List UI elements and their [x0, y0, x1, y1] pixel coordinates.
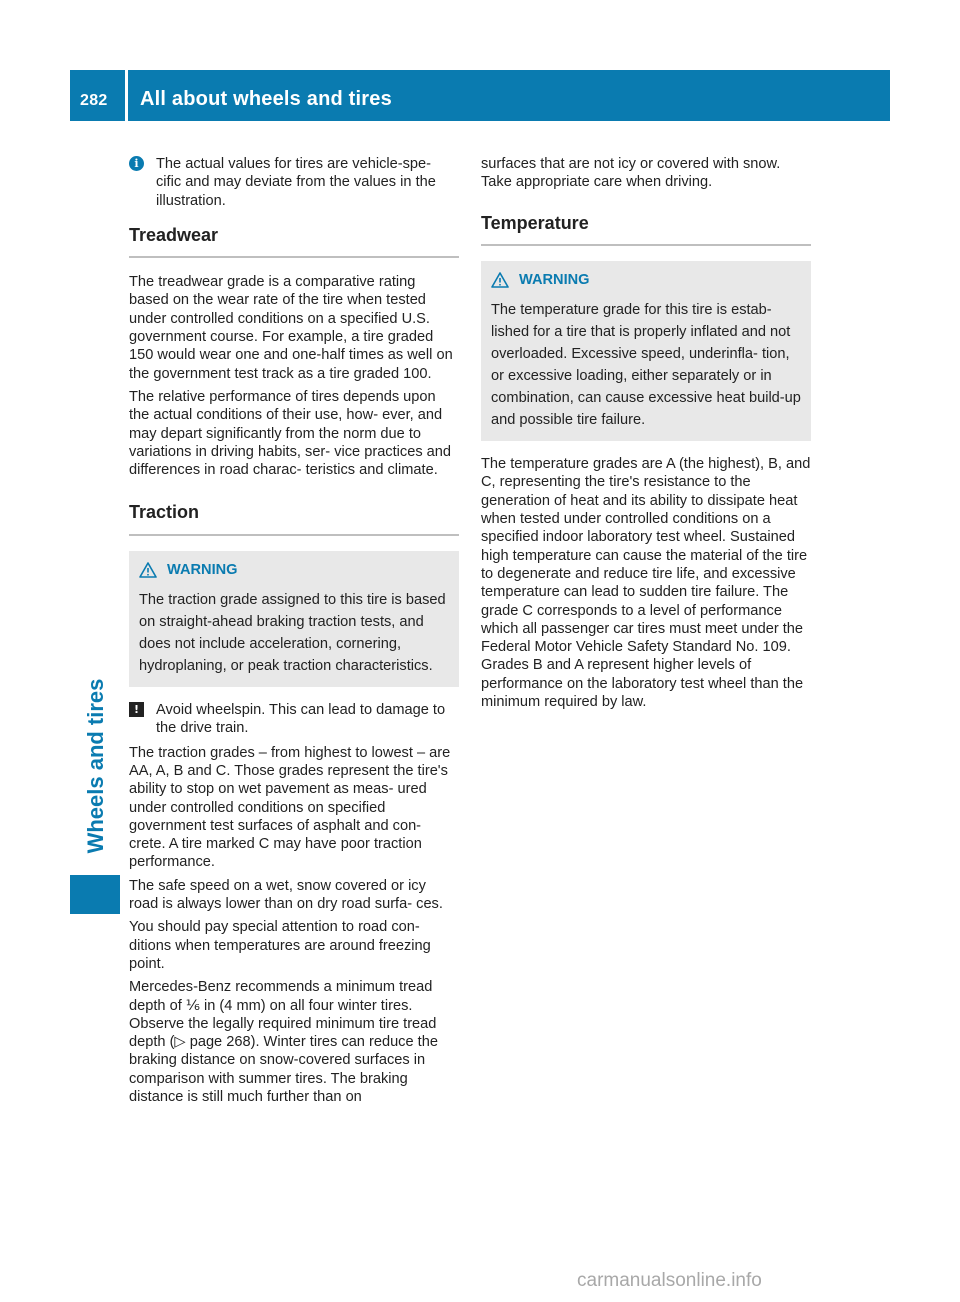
temperature-paragraph-1: The temperature grades are A (the highest), B, and C, representing the tire's resistance to the generation of heat and its ability to dissipate heat when tested under controlled conditions on a specified indoor laboratory test wheel. Sustained high temperature can cause the material of the tire to degenerate and reduce tire life, and excessive temperature can lead to sudden tire failure. The grade C corresponds to a level of performance which all passenger car tires must meet under the Federal Motor Vehicle Safety Standard No. 109. Grades B and A represent higher levels of performance on the laboratory test wheel than the minimum required by law.: [481, 456, 811, 711]
traction-paragraph-1: The traction grades – from highest to lowest – are AA, A, B and C. Those grades represent the tire's ability to stop on wet pavement as meas- ured under controlled conditions on specified government test surfaces of asphalt and con- crete. A tire marked C may have poor traction performance.: [129, 744, 451, 871]
right-column: [481, 155, 811, 716]
warning-triangle-icon: [139, 562, 157, 578]
traction-paragraph-4: Mercedes-Benz recommends a minimum tread depth of ⅙ in (4 mm) on all four winter tires. Observe the legally required minimum tire tread depth (▷ page 268). Winter tires can reduce the braking distance on snow-covered surfaces in comparison with summer tires. The braking distance is still much further than on: [129, 979, 438, 1105]
warning-triangle-icon: [491, 272, 509, 288]
traction-warning-box: [129, 551, 459, 687]
temperature-heading: Temperature: [481, 214, 811, 246]
traction-warning-header: [139, 561, 451, 579]
traction-paragraph-3: You should pay special attention to road con- ditions when temperatures are around freezing point.: [129, 919, 431, 972]
exclamation-icon: !: [129, 702, 144, 717]
traction-heading: Traction: [129, 503, 459, 535]
section-tab-label: Wheels and tires: [83, 678, 108, 854]
info-note: [129, 155, 459, 210]
treadwear-paragraph-2: The relative performance of tires depends upon the actual conditions of their use, how- ever, and may depart significantly from the norm due to variations in driving habits, ser- vice practices and differences in road charac- teristics and climate.: [129, 388, 452, 479]
info-note-text: The actual values for tires are vehicle-spe- cific and may deviate from the values in the illustration.: [156, 156, 436, 209]
temperature-warning-box: [481, 261, 811, 441]
watermark: carmanualsonline.info: [577, 1270, 762, 1291]
temperature-warning-header: [491, 271, 803, 289]
traction-paragraph-2: The safe speed on a wet, snow covered or icy road is always lower than on dry road surfa- ces.: [129, 877, 443, 913]
temperature-warning-text: The temperature grade for this tire is estab- lished for a tire that is properly inflated and not overloaded. Excessive speed, underinfla- tion, or excessive loading, either separately or in combination, can cause excessive heat build-up and possible tire failure.: [491, 302, 801, 429]
header-divider: [125, 70, 128, 121]
info-icon: i: [129, 156, 144, 171]
treadwear-paragraph-1: The treadwear grade is a comparative rating based on the wear rate of the tire when tested under controlled conditions on a specified U.S. government course. For example, a tire graded 150 would wear one and one-half times as well on the government test track as a tire graded 100.: [129, 274, 453, 382]
page-title: All about wheels and tires: [140, 88, 392, 110]
notice-note: [129, 701, 459, 738]
notice-text: Avoid wheelspin. This can lead to damage to the drive train.: [156, 702, 446, 737]
section-tab-marker: [70, 875, 120, 914]
left-column: [129, 155, 459, 1111]
temperature-warning-label: WARNING: [519, 271, 590, 288]
continuation-paragraph: surfaces that are not icy or covered with snow. Take appropriate care when driving.: [481, 156, 781, 191]
treadwear-heading: Treadwear: [129, 226, 459, 258]
page-number: 282: [80, 92, 108, 109]
traction-warning-label: WARNING: [167, 561, 238, 578]
traction-warning-text: The traction grade assigned to this tire is based on straight-ahead braking traction tests, and does not include acceleration, cornering, hydroplaning, or peak traction characteristics.: [139, 592, 446, 675]
